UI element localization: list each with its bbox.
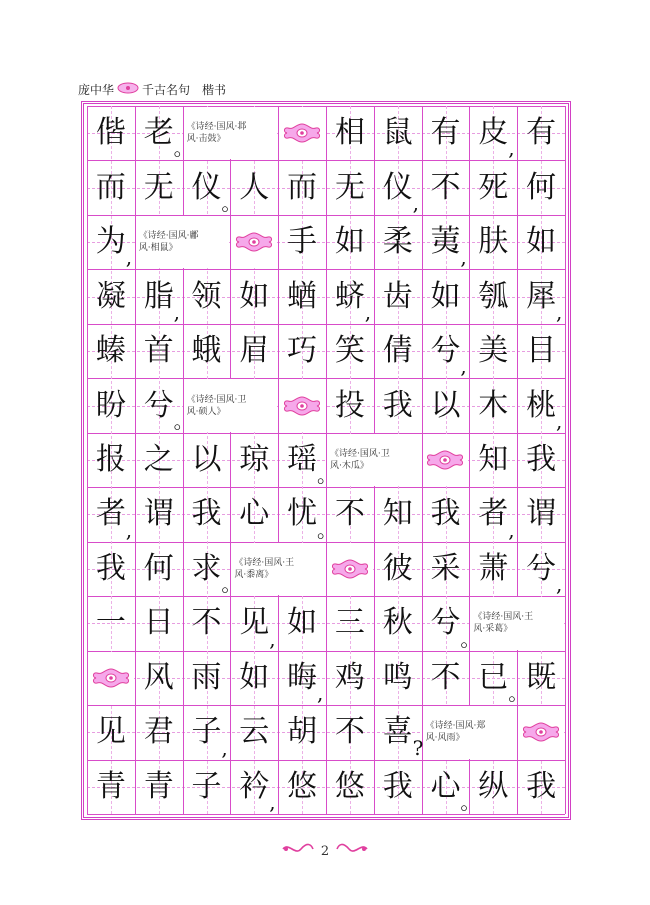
practice-character: 琼 — [239, 441, 270, 477]
punctuation-mark: , — [508, 136, 515, 161]
punctuation-mark: , — [460, 245, 467, 270]
punctuation-mark: , — [125, 517, 133, 542]
practice-character: 我 — [382, 768, 413, 804]
practice-character: 犀 — [526, 278, 557, 314]
practice-character: 如 — [239, 278, 270, 314]
practice-character: 萧 — [478, 550, 509, 586]
practice-character: 不 — [334, 714, 365, 750]
citation-line: 风·木瓜》 — [330, 460, 369, 471]
practice-character: 蝤 — [287, 278, 318, 314]
practice-character: 老 — [143, 115, 174, 151]
page-number: 2 — [320, 843, 330, 859]
practice-character: 风 — [143, 659, 174, 695]
practice-character: 肤 — [478, 224, 509, 260]
practice-character: 螓 — [95, 333, 126, 369]
practice-character: 衿 — [239, 768, 270, 804]
practice-character: 不 — [430, 169, 461, 205]
practice-character: 我 — [526, 441, 557, 477]
practice-character: 兮 — [430, 333, 461, 369]
practice-character: 偕 — [95, 115, 126, 151]
practice-character: 不 — [430, 659, 461, 695]
practice-character: 巧 — [287, 333, 318, 369]
practice-character: 荑 — [430, 224, 461, 260]
practice-character: 心 — [430, 768, 461, 804]
practice-character: 胡 — [287, 714, 318, 750]
practice-character: 蛾 — [191, 333, 222, 369]
practice-character: 有 — [526, 115, 557, 151]
citation-line: 《诗经·国风·卫 — [330, 448, 390, 459]
practice-character: 兮 — [143, 387, 174, 423]
practice-character: 倩 — [382, 333, 413, 369]
practice-character: 美 — [478, 333, 509, 369]
page-footer — [0, 840, 650, 862]
practice-character: 雨 — [191, 659, 222, 695]
practice-character: 已 — [478, 659, 509, 695]
punctuation-mark: , — [173, 299, 180, 324]
practice-character: 如 — [430, 278, 461, 314]
punctuation-mark: , — [317, 681, 324, 706]
practice-character: 瓠 — [478, 278, 509, 314]
punctuation-mark: , — [508, 517, 515, 542]
citation-line: 《诗经·国风·鄘 — [138, 231, 199, 242]
source-citation — [327, 434, 421, 486]
lotus-ornament-icon — [279, 379, 325, 431]
citation-line: 风·采葛》 — [473, 624, 513, 635]
punctuation-mark: , — [460, 354, 467, 379]
citation-line: 风·相鼠》 — [138, 243, 178, 254]
source-citation — [231, 543, 325, 595]
practice-character: 鸡 — [334, 659, 365, 695]
punctuation-mark: 。 — [173, 408, 194, 433]
practice-character: 仪 — [382, 169, 413, 205]
practice-character: 知 — [382, 496, 413, 532]
practice-character: 人 — [239, 169, 270, 205]
practice-character: 秋 — [382, 605, 413, 641]
practice-character: 三 — [334, 605, 365, 641]
practice-character: 何 — [143, 550, 174, 586]
practice-character: 谓 — [143, 496, 174, 532]
citation-line: 风·击鼓》 — [186, 134, 226, 145]
practice-character: 见 — [239, 605, 270, 641]
practice-character: 知 — [478, 441, 509, 477]
swirl-ornament-icon — [335, 842, 369, 860]
practice-character: 死 — [478, 169, 509, 205]
source-citation — [184, 107, 278, 159]
practice-character: 桃 — [526, 387, 557, 423]
practice-character: 我 — [191, 496, 222, 532]
practice-character: 报 — [95, 441, 126, 477]
grid-row-line — [87, 814, 565, 815]
practice-character: 如 — [334, 224, 365, 260]
lotus-ornament-icon — [327, 543, 373, 595]
practice-character: 采 — [430, 550, 461, 586]
practice-character: 何 — [526, 169, 557, 205]
practice-character: 者 — [95, 496, 126, 532]
practice-character: 君 — [143, 714, 174, 750]
punctuation-mark: , — [556, 408, 563, 433]
practice-character: 盼 — [95, 387, 126, 423]
practice-character: 无 — [334, 169, 365, 205]
citation-line: 《诗经·国风·邶 — [186, 122, 247, 133]
practice-character: 晦 — [287, 659, 318, 695]
punctuation-mark: , — [269, 626, 276, 651]
practice-character: 我 — [95, 550, 126, 586]
citation-line: 风·黍离》 — [234, 569, 274, 580]
practice-character: 我 — [430, 496, 461, 532]
practice-character: 青 — [95, 768, 126, 804]
practice-character: 齿 — [382, 278, 413, 314]
practice-character: 首 — [143, 333, 174, 369]
practice-character: 兮 — [526, 550, 557, 586]
citation-line: 《诗经·国风·王 — [234, 557, 295, 568]
punctuation-mark: , — [221, 735, 228, 760]
practice-character: 鸣 — [382, 659, 413, 695]
practice-character: 以 — [191, 441, 222, 477]
practice-character: 忧 — [287, 496, 318, 532]
practice-character: 而 — [287, 169, 318, 205]
practice-character: 领 — [191, 278, 222, 314]
practice-character: 心 — [239, 496, 270, 532]
practice-character: 既 — [526, 659, 557, 695]
practice-character: 喜 — [382, 714, 413, 750]
lotus-ornament-icon — [423, 434, 469, 486]
script-style-label: 楷书 — [202, 82, 227, 97]
punctuation-mark: 。 — [317, 463, 337, 488]
practice-character: 者 — [478, 496, 509, 532]
lotus-ornament-icon — [279, 107, 325, 159]
practice-character: 柔 — [382, 224, 413, 260]
book-title: 千古名句 — [142, 82, 191, 97]
source-citation — [423, 706, 517, 758]
practice-character: 子 — [191, 768, 222, 804]
practice-character: 我 — [526, 768, 557, 804]
practice-character: 相 — [334, 115, 365, 151]
practice-character: 青 — [143, 768, 174, 804]
page-header — [78, 80, 226, 98]
punctuation-mark: , — [364, 299, 372, 324]
punctuation-mark: 。 — [221, 190, 242, 215]
practice-character: 无 — [143, 169, 174, 205]
practice-character: 仪 — [191, 169, 222, 205]
practice-character: 瑶 — [287, 441, 318, 477]
practice-character: 有 — [430, 115, 461, 151]
citation-line: 《诗经·国风·卫 — [186, 394, 247, 405]
practice-character: 如 — [287, 605, 318, 641]
practice-character: 求 — [191, 550, 222, 586]
practice-character: 一 — [95, 605, 126, 641]
character-grid — [87, 106, 565, 814]
punctuation-mark: ? — [412, 735, 424, 760]
grid-column-line — [565, 106, 566, 814]
lotus-ornament-icon — [518, 706, 564, 758]
practice-character: 投 — [334, 387, 365, 423]
punctuation-mark: 。 — [317, 517, 337, 542]
practice-character: 蛴 — [334, 278, 365, 314]
practice-character: 木 — [478, 387, 509, 423]
lotus-ornament-icon — [117, 82, 139, 97]
practice-character: 眉 — [239, 333, 270, 369]
practice-character: 如 — [239, 659, 270, 695]
practice-character: 见 — [95, 714, 126, 750]
practice-character: 悠 — [287, 768, 318, 804]
practice-character: 为 — [95, 224, 126, 260]
citation-line: 风·风雨》 — [425, 733, 465, 744]
author-name: 庞中华 — [78, 82, 115, 97]
source-citation — [184, 379, 278, 431]
practice-character: 之 — [143, 441, 174, 477]
punctuation-mark: 。 — [460, 626, 481, 651]
punctuation-mark: , — [412, 190, 419, 215]
punctuation-mark: 。 — [221, 572, 242, 597]
swirl-ornament-icon — [281, 842, 315, 860]
practice-character: 手 — [287, 224, 318, 260]
practice-character: 如 — [526, 224, 557, 260]
punctuation-mark: 。 — [508, 681, 529, 706]
citation-line: 风·硕人》 — [186, 406, 226, 417]
citation-line: 《诗经·国风·郑 — [425, 721, 486, 732]
practice-character: 以 — [430, 387, 461, 423]
practice-character: 悠 — [334, 768, 365, 804]
lotus-ornament-icon — [88, 652, 134, 704]
practice-character: 鼠 — [382, 115, 413, 151]
practice-character: 而 — [95, 169, 126, 205]
practice-character: 凝 — [95, 278, 126, 314]
practice-character: 彼 — [382, 550, 413, 586]
practice-character: 皮 — [478, 115, 509, 151]
punctuation-mark: 。 — [173, 136, 194, 161]
practice-character: 我 — [382, 387, 413, 423]
citation-line: 《诗经·国风·王 — [473, 612, 534, 623]
punctuation-mark: 。 — [460, 790, 481, 814]
practice-character: 不 — [334, 496, 365, 532]
punctuation-mark: , — [556, 572, 563, 597]
practice-character: 兮 — [430, 605, 461, 641]
practice-character: 日 — [143, 605, 174, 641]
practice-character: 云 — [239, 714, 270, 750]
source-citation — [136, 216, 230, 268]
practice-character: 纵 — [478, 768, 509, 804]
practice-character: 脂 — [143, 278, 174, 314]
punctuation-mark: , — [269, 790, 276, 814]
practice-character: 子 — [191, 714, 222, 750]
practice-character: 不 — [191, 605, 222, 641]
practice-character: 目 — [526, 333, 557, 369]
practice-character: 笑 — [334, 333, 365, 369]
punctuation-mark: , — [556, 299, 563, 324]
practice-character: 谓 — [526, 496, 557, 532]
source-citation — [470, 597, 564, 649]
punctuation-mark: , — [125, 245, 133, 270]
lotus-ornament-icon — [231, 216, 277, 268]
